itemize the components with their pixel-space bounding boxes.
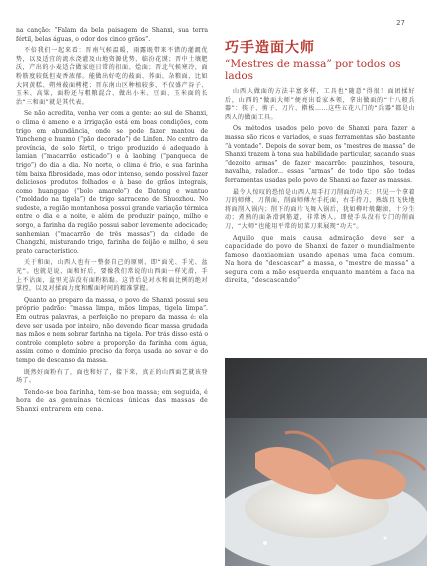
dough-kneading-photo <box>225 358 427 566</box>
section-title-zh: 巧手造面大师 <box>225 40 315 56</box>
paragraph: Quanto ao preparo da massa, o povo de Shanxi possui seu próprio padrão: “massa limpa, mãos limpas, tigela limpa”. Em outras palavras, a perfeição no preparo da massa é: ela deve ser usada por inteiro, não devendo ficar massa grudada nas mãos e nem sobrar farinha na tigela. Por trás disso está o controle completo sobre a proporção da farinha com água, assim como o domínio preciso da força usada ao sovar e do tempo de descanso da massa. <box>16 296 208 364</box>
paragraph-zh: 山西人做面的方法丰富多样，工具也“随意”得很！面团揉好后，山西的“做面大师”便亮出看家本领，拿出做面的“十八般兵器”：筷子、剪子、刀片、擀板……这些五花八门的“兵器”都是山西人的做面工具。 <box>225 88 415 121</box>
paragraph: Os métodos usados pelo povo de Shanxi para fazer a massa são ricos e variados, e suas ferramentas são bastante “à vontade”. Depois de sovar bem, os “mestres de massa” de Shanxi trazem à tona sua habilidade particular, sacando suas “dezoito armas” de fazer macarrão: pauzinhos, tesoura, navalha, ralador... essas “armas” de todo tipo são todas ferramentas usadas pelo povo de Shanxi ao fazer as massas. <box>225 125 415 184</box>
right-column <box>225 27 415 289</box>
paragraph: na canção: “Falam da bela paisagem de Shanxi, sua terra fértil, belas águas, o odor dos cinco grãos”. <box>16 27 208 43</box>
paragraph: Aquilo que mais causa admiração deve ser a capacidade do povo de Shanxi de fazer o mundialmente famoso daoxiaomian usando apenas uma faca comum. Na hora de “descascar” a massa, o “mestre de massa” a segura com a mão esquerda enquanto mantém a faca na direita, “descascando” <box>225 234 415 285</box>
paragraph-zh: 最令人惊叹的恐怕是山西人用手打刀削面的功夫：只见一个拿着刀的师傅，刀削面，削面师傅左手托面，右手持刀，熟练且飞快地将面削入锅内；削下的面片飞舞入锅后，犹如柳叶般翻滚，十分生动；煮熟的面条滑润筋道，非常诱人。即使手头没有专门的削面刀，“大师”也能用平常的切菜刀来展现“功夫”。 <box>225 188 416 230</box>
paragraph-zh: 关于和面，山西人也有一整套自己的原则，即“面光、手光、盆光”。也就是说，面和好后，要像我们常说的山西面一样光滑，手上不沾面，盆里光洁没有面粉粘黏。这背后是对水和面比例的绝对掌控，以及对揉面力度和醒面时间的精准掌握。 <box>16 259 208 293</box>
paragraph-zh: 既然好面粉有了，面也和好了，接下来，真正的山西面艺就该登场了。 <box>16 368 208 385</box>
paragraph: Tendo-se boa farinha, tem-se boa massa; em seguida, é hora de as genuínas técnicas únicas das massas de Shanxi entrarem em cena. <box>16 388 208 413</box>
paragraph: Se não acredita, venha ver com a gente: ao sul de Shanxi, o clima é ameno e a irrigação está em boas condições, com trigo em abundância, onde se pode fazer mantou de Yuncheng e huamo (“pão decorado”) de Linfen. No centro da província, de solo fértil, o trigo produzido é adequado à lamian (“macarrão esticado”) e à laobing (“panqueca de trigo”) do dia a dia. No norte, o clima é frio, e sua farinha têm baixa fibrosidade, mas odor intenso, sendo possível fazer deliciosos produtos folhados e à base de grãos integrais, como huanggao (“bolo amarelo”) de Datong e wantuo (“moldado na tigela”) de trigo sarraceno de Shuozhou. No sudeste, a região montanhosa possui grande variação térmica entre o dia e a noite, e além de produzir painço, milho e sorgo, a farinha da região possui sabor levemente adocicado; sanhemian (“macarrão de três massas”) da cidade de Changzhi, misturando trigo, farinha de feijão e milho, é seu prato característico. <box>16 110 208 255</box>
left-column <box>16 27 208 418</box>
page-number: 27 <box>396 19 405 27</box>
paragraph-zh: 不倍我们一起来看：晋南气候温暖，雨露既带来不错的灌溉优势，以及适宜的流水浇灌及山地资源优势、临汾花馍；晋中土壤肥沃，产出的小麦适合做家庭日常的扣面、烩面；晋北气候寒冷，面粉筋度较低但麦香浓郁。能做出好吃的莜面、荞面、杂粮面，比如大同黄糕、朔州莜面栲栳；晋东南山区种植较多，不仅盛产谷子、玉米、高粱，面粉还与粗粮混合，做出小米、豆面、玉米面的长治“三和面”就是其代表。 <box>16 47 208 106</box>
section-title-pt: “Mestres de massa” por todos os lados <box>225 58 401 82</box>
